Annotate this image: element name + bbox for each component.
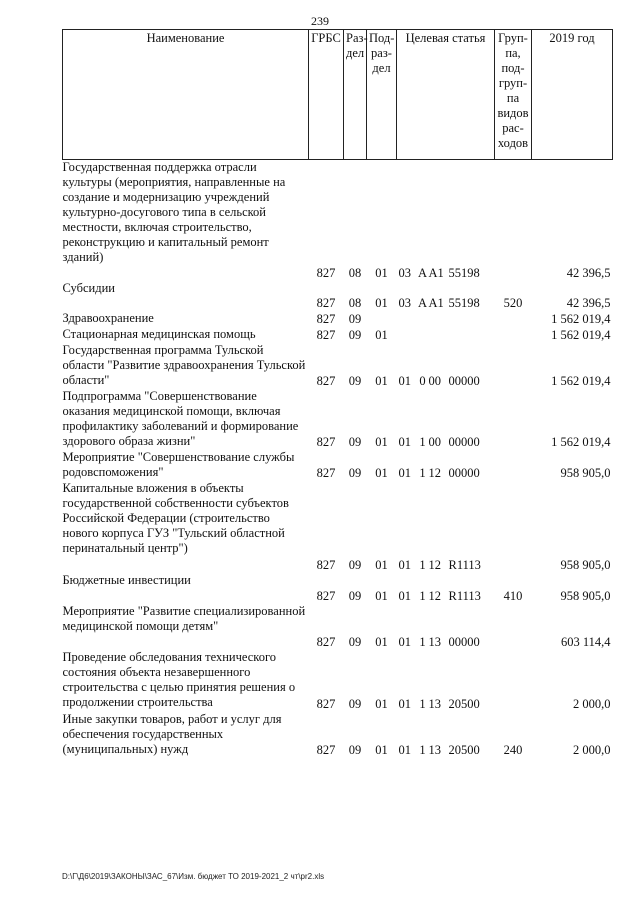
target-program: 01 [398, 634, 411, 649]
row-razdel: 09 [348, 696, 362, 711]
row-amount: 603 114,4 [560, 634, 611, 649]
target-event: 12 [428, 588, 441, 603]
row-amount: 2 000,0 [573, 742, 611, 757]
target-direction: 00000 [448, 465, 480, 480]
row-name: Иные закупки товаров, работ и услуг для обеспечения государственных (муниципальных) нужд [62, 711, 282, 756]
target-subprogram: 1 [419, 742, 426, 757]
row-name: Бюджетные инвестиции [62, 572, 191, 587]
row-amount: 1 562 019,4 [551, 311, 611, 326]
row-target-article [397, 343, 495, 389]
row-expense-group [495, 604, 532, 650]
table-row [63, 604, 613, 650]
row-target-article [397, 604, 495, 650]
row-target-article [397, 311, 495, 327]
row-grbs: 827 [316, 327, 336, 342]
row-expense-group [495, 311, 532, 327]
target-subprogram: 1 [419, 588, 426, 603]
row-grbs: 827 [316, 557, 336, 572]
table-row [63, 327, 613, 343]
table-row [63, 481, 613, 573]
target-subprogram: 1 [419, 557, 426, 572]
row-grbs: 827 [316, 265, 336, 280]
target-direction: 20500 [448, 742, 480, 757]
row-target-article [397, 573, 495, 604]
row-podrazdel: 01 [375, 588, 388, 603]
target-subprogram: 1 [419, 465, 426, 480]
row-grbs: 827 [316, 311, 336, 326]
table-body [63, 160, 613, 758]
header-podrazdel: Под- раз- дел [367, 30, 397, 160]
table-row [63, 343, 613, 389]
header-razdel: Раз- дел [344, 30, 367, 160]
row-podrazdel: 01 [375, 634, 388, 649]
row-amount: 1 562 019,4 [551, 327, 611, 342]
row-expense-group: 410 [503, 588, 523, 603]
target-direction: 55198 [448, 295, 480, 310]
row-expense-group [495, 481, 532, 573]
header-name: Наименование [63, 30, 309, 160]
target-event: 00 [428, 434, 441, 449]
table-row [63, 573, 613, 604]
row-amount: 1 562 019,4 [551, 373, 611, 388]
budget-table [62, 29, 613, 758]
row-podrazdel: 01 [375, 295, 388, 310]
table-row [63, 281, 613, 311]
target-subprogram: 1 [419, 696, 426, 711]
target-direction: 00000 [448, 373, 480, 388]
row-razdel: 09 [348, 434, 362, 449]
table-row [63, 311, 613, 327]
target-subprogram: 1 [419, 634, 426, 649]
header-expense-group: Груп- па, под- груп- па видов рас- ходов [495, 30, 532, 160]
row-podrazdel: 01 [375, 465, 388, 480]
target-event: 12 [428, 557, 441, 572]
row-target-article [397, 160, 495, 281]
row-target-article [397, 389, 495, 450]
table-header [63, 30, 613, 160]
row-name: Субсидии [62, 280, 115, 295]
row-podrazdel: 01 [375, 265, 388, 280]
row-expense-group [495, 343, 532, 389]
row-amount: 958 905,0 [560, 465, 611, 480]
row-target-article [397, 481, 495, 573]
target-program: 01 [398, 742, 411, 757]
target-event: А1 [428, 295, 444, 310]
target-subprogram: 1 [419, 434, 426, 449]
row-target-article [397, 650, 495, 712]
row-amount: 958 905,0 [560, 588, 611, 603]
row-expense-group [495, 450, 532, 481]
row-grbs: 827 [316, 588, 336, 603]
row-name: Здравоохранение [62, 310, 154, 325]
row-podrazdel: 01 [375, 696, 388, 711]
target-subprogram: А [417, 265, 428, 280]
page-number: 239 [311, 14, 329, 28]
row-name: Государственная программа Тульской области "Развитие здравоохранения Тульской области" [62, 342, 306, 387]
table-row [63, 712, 613, 758]
table-row [63, 650, 613, 712]
row-grbs: 827 [316, 634, 336, 649]
header-target-article: Целевая статья [397, 30, 495, 160]
row-amount: 42 396,5 [566, 265, 611, 280]
table-row [63, 450, 613, 481]
target-subprogram: А [417, 295, 428, 310]
row-expense-group [495, 389, 532, 450]
target-program: 01 [398, 465, 411, 480]
row-expense-group [495, 160, 532, 281]
target-program: 03 [398, 265, 411, 280]
row-grbs: 827 [316, 742, 336, 757]
target-event: 13 [428, 634, 441, 649]
target-program: 01 [398, 434, 411, 449]
header-year: 2019 год [532, 30, 613, 160]
row-grbs: 827 [316, 465, 336, 480]
row-razdel: 09 [348, 588, 362, 603]
header-grbs: ГРБС [309, 30, 344, 160]
row-target-article [397, 327, 495, 343]
row-name: Мероприятие "Развитие специализированной медицинской помощи детям" [62, 603, 306, 633]
target-subprogram: 0 [419, 373, 426, 388]
row-amount: 958 905,0 [560, 557, 611, 572]
table-row [63, 389, 613, 450]
row-amount: 42 396,5 [566, 295, 611, 310]
row-name: Проведение обследования технического состояния объекта незавершенного строительства с целью принятия решения о продолжении строительства [62, 649, 296, 709]
target-direction: 20500 [448, 696, 480, 711]
row-expense-group: 520 [503, 295, 523, 310]
row-razdel: 09 [348, 327, 362, 342]
row-target-article [397, 712, 495, 758]
row-razdel: 09 [348, 634, 362, 649]
row-grbs: 827 [316, 696, 336, 711]
target-event: 13 [428, 742, 441, 757]
row-podrazdel: 01 [375, 434, 388, 449]
target-event: 13 [428, 696, 441, 711]
row-grbs: 827 [316, 373, 336, 388]
row-name: Подпрограмма "Совершенствование оказания медицинской помощи, включая профилактику заболеваний и формирование здорового образа жизни" [62, 388, 299, 448]
row-razdel: 09 [348, 311, 362, 326]
row-razdel: 08 [348, 265, 362, 280]
row-podrazdel: 01 [375, 557, 388, 572]
target-program: 01 [398, 696, 411, 711]
target-program: 01 [398, 557, 411, 572]
row-target-article [397, 281, 495, 311]
row-grbs: 827 [316, 434, 336, 449]
row-amount: 2 000,0 [573, 696, 611, 711]
row-podrazdel [367, 311, 397, 327]
target-direction: R1113 [448, 557, 481, 572]
target-event: 00 [428, 373, 441, 388]
table-row [63, 160, 613, 281]
target-direction: 00000 [448, 434, 480, 449]
row-name: Капитальные вложения в объекты государственной собственности субъектов Российской Федерации (строительство нового корпуса ГУЗ "Тульский областной перинатальный центр") [62, 480, 289, 555]
row-name: Стационарная медицинская помощь [62, 326, 256, 341]
row-name: Государственная поддержка отрасли культуры (мероприятия, направленные на создание и модернизацию учреждений культурно-досугового типа в сельской местности, включая строительство, реконструкцию и капитальный ремонт зданий) [62, 160, 286, 264]
target-program: 01 [398, 588, 411, 603]
target-direction: 55198 [448, 265, 480, 280]
target-direction: R1113 [448, 588, 481, 603]
row-podrazdel: 01 [375, 373, 388, 388]
row-podrazdel: 01 [375, 327, 388, 342]
target-direction: 00000 [448, 634, 480, 649]
row-target-article [397, 450, 495, 481]
row-razdel: 09 [348, 373, 362, 388]
row-razdel: 08 [348, 295, 362, 310]
row-expense-group [495, 650, 532, 712]
target-program: 03 [398, 295, 411, 310]
row-amount: 1 562 019,4 [551, 434, 611, 449]
row-razdel: 09 [348, 557, 362, 572]
row-razdel: 09 [348, 465, 362, 480]
row-name: Мероприятие "Совершенствование службы родовспоможения" [62, 449, 295, 479]
row-grbs: 827 [316, 295, 336, 310]
target-event: 12 [428, 465, 441, 480]
row-podrazdel: 01 [375, 742, 388, 757]
file-path-footer: D:\Г\Д6\2019\ЗАКОНЫ\ЗАС_67\Изм. бюджет ТО 2019-2021_2 чт\pr2.xls [62, 872, 325, 881]
target-program: 01 [398, 373, 411, 388]
row-expense-group [495, 327, 532, 343]
row-expense-group: 240 [503, 742, 523, 757]
row-razdel: 09 [348, 742, 362, 757]
target-event: А1 [428, 265, 444, 280]
